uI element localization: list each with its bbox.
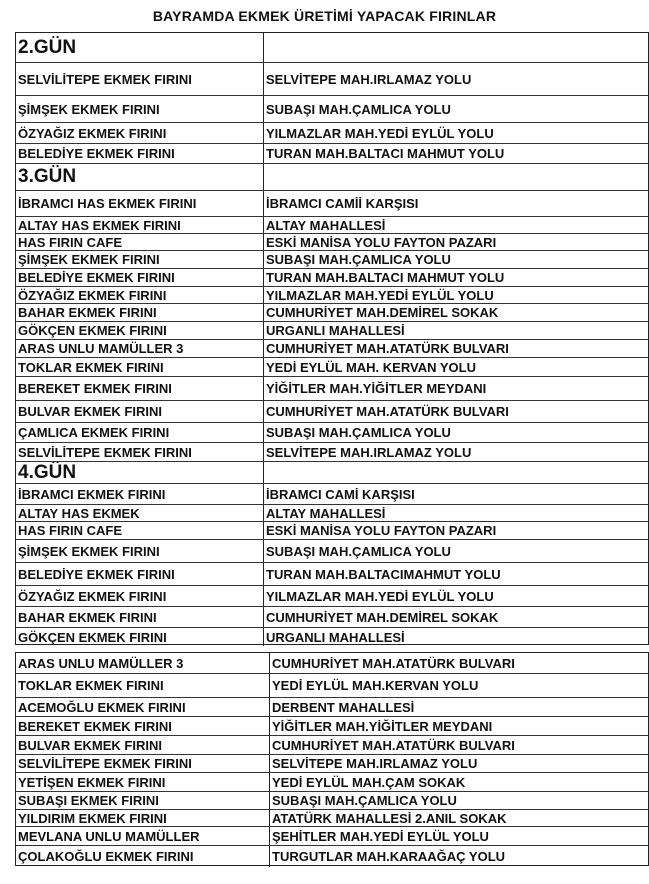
table-row	[16, 792, 648, 810]
bakery-name: TOKLAR EKMEK FIRINI	[18, 678, 164, 693]
bakery-address: CUMHURİYET MAH.ATATÜRK BULVARI	[269, 736, 648, 754]
bakery-address: YİĞİTLER MAH.YİĞİTLER MEYDANI	[269, 717, 648, 735]
bakery-name: ŞİMŞEK EKMEK FIRINI	[18, 101, 160, 117]
table-row	[16, 755, 648, 773]
table-row	[16, 217, 648, 234]
table-row	[16, 827, 648, 846]
bakery-name: BULVAR EKMEK FIRINI	[18, 404, 162, 419]
bakery-address	[263, 33, 648, 62]
table-row	[16, 540, 648, 563]
bakery-name: BAHAR EKMEK FIRINI	[18, 305, 157, 320]
bakery-address: YEDİ EYLÜL MAH.ÇAM SOKAK	[269, 773, 648, 791]
bakery-address: SELVİTEPE MAH.IRLAMAZ YOLU	[263, 63, 648, 95]
table-row	[16, 773, 648, 792]
bakery-address: URGANLI MAHALLESİ	[263, 628, 648, 646]
bakery-name: BELEDİYE EKMEK FIRINI	[18, 146, 175, 161]
bakery-address: TURAN MAH.BALTACI MAHMUT YOLU	[263, 269, 648, 286]
table-row	[16, 563, 648, 586]
bakery-address: SUBAŞI MAH.ÇAMLICA YOLU	[269, 792, 648, 809]
bakery-address: YILMAZLAR MAH.YEDİ EYLÜL YOLU	[263, 586, 648, 606]
bakery-address: ESKİ MANİSA YOLU FAYTON PAZARI	[263, 522, 648, 539]
bakery-address: YILMAZLAR MAH.YEDİ EYLÜL YOLU	[263, 123, 648, 143]
bakery-name: ÖZYAĞIZ EKMEK FIRINI	[18, 588, 167, 604]
bakery-address: CUMHURİYET MAH.ATATÜRK BULVARI	[263, 401, 648, 422]
bakery-name: ŞİMŞEK EKMEK FIRINI	[18, 543, 160, 559]
bakery-name: BELEDİYE EKMEK FIRINI	[18, 270, 175, 285]
table-row	[16, 484, 648, 505]
bakery-address: SUBAŞI MAH.ÇAMLICA YOLU	[263, 423, 648, 442]
bakery-name: SELVİLİTEPE EKMEK FIRINI	[18, 756, 192, 771]
table-row	[16, 63, 648, 96]
bakery-address: TURAN MAH.BALTACI MAHMUT YOLU	[263, 144, 648, 163]
bakery-address: TURGUTLAR MAH.KARAAĞAÇ YOLU	[269, 846, 648, 867]
bakery-address: ŞEHİTLER MAH.YEDİ EYLÜL YOLU	[269, 827, 648, 845]
bakery-name: MEVLANA UNLU MAMÜLLER	[18, 828, 200, 844]
table-row	[16, 96, 648, 123]
table-row	[16, 287, 648, 304]
day-label: 2.GÜN	[18, 36, 77, 58]
bakery-name: İBRAMCI HAS EKMEK FIRINI	[18, 196, 197, 211]
page-title: BAYRAMDA EKMEK ÜRETİMİ YAPACAK FIRINLAR	[152, 8, 497, 24]
bakery-name: YETİŞEN EKMEK FIRINI	[18, 774, 166, 790]
bakery-address: URGANLI MAHALLESİ	[263, 322, 648, 339]
bakery-name: SELVİLİTEPE EKMEK FIRINI	[18, 444, 192, 460]
day-label: 4.GÜN	[18, 462, 77, 483]
day-header-row	[16, 33, 648, 63]
bakery-name: ARAS UNLU MAMÜLLER 3	[18, 655, 184, 671]
bakery-address: İBRAMCI CAMİİ KARŞISI	[263, 191, 648, 216]
table-row	[16, 269, 648, 287]
table-row	[16, 717, 648, 736]
bakery-address: TURAN MAH.BALTACIMAHMUT YOLU	[263, 563, 648, 585]
table-row	[16, 505, 648, 522]
bakery-address: ALTAY MAHALLESİ	[263, 217, 648, 233]
day-header-row	[16, 462, 648, 484]
table-row	[16, 653, 648, 674]
bakery-address: YEDİ EYLÜL MAH.KERVAN YOLU	[269, 674, 648, 697]
bakery-name: BEREKET EKMEK FIRINI	[18, 718, 172, 734]
bakery-name: BELEDİYE EKMEK FIRINI	[18, 566, 175, 582]
bakery-name: GÖKÇEN EKMEK FIRINI	[18, 323, 167, 338]
bakery-address	[263, 164, 648, 190]
bakery-address: YILMAZLAR MAH.YEDİ EYLÜL YOLU	[263, 287, 648, 303]
bakery-address: SUBAŞI MAH.ÇAMLICA YOLU	[263, 540, 648, 562]
table-row	[16, 443, 648, 462]
table-row	[16, 322, 648, 340]
bakery-name: YILDIRIM EKMEK FIRINI	[18, 810, 167, 826]
bakery-address: ESKİ MANİSA YOLU FAYTON PAZARI	[263, 234, 648, 250]
bakery-address: CUMHURİYET MAH.DEMİREL SOKAK	[263, 304, 648, 321]
table-row	[16, 586, 648, 607]
bakery-name: ŞİMŞEK EKMEK FIRINI	[18, 252, 160, 267]
day-label: 3.GÜN	[18, 166, 77, 187]
bakery-address: İBRAMCI CAMİ KARŞISI	[263, 484, 648, 504]
bakery-address: ALTAY MAHALLESİ	[263, 505, 648, 521]
bakery-address: ATATÜRK MAHALLESİ 2.ANIL SOKAK	[269, 810, 648, 826]
table-row	[16, 340, 648, 358]
bakery-address: CUMHURİYET MAH.ATATÜRK BULVARI	[263, 340, 648, 357]
day-header-row	[16, 164, 648, 191]
bakery-name: ÖZYAĞIZ EKMEK FIRINI	[18, 125, 167, 141]
bakery-address: SUBAŞI MAH.ÇAMLICA YOLU	[263, 251, 648, 268]
bakery-address: SUBAŞI MAH.ÇAMLICA YOLU	[263, 96, 648, 122]
table-row	[16, 628, 648, 646]
table-row	[16, 234, 648, 251]
bakery-address: CUMHURİYET MAH.DEMİREL SOKAK	[263, 607, 648, 627]
bakery-name: İBRAMCI EKMEK FIRINI	[18, 486, 166, 502]
bakery-name: BULVAR EKMEK FIRINI	[18, 737, 162, 753]
bakery-name: ARAS UNLU MAMÜLLER 3	[18, 341, 184, 356]
bakery-name: ÇOLAKOĞLU EKMEK FIRINI	[18, 849, 194, 864]
bakery-address: CUMHURİYET MAH.ATATÜRK BULVARI	[269, 653, 648, 673]
bakery-address: DERBENT MAHALLESİ	[269, 698, 648, 716]
table-row	[16, 304, 648, 322]
table-row	[16, 522, 648, 540]
bakery-address: SELVİTEPE MAH.IRLAMAZ YOLU	[263, 443, 648, 461]
table-row	[16, 698, 648, 717]
table-row	[16, 377, 648, 401]
table-row	[16, 358, 648, 377]
bakery-name: SUBAŞI EKMEK FIRINI	[18, 793, 159, 808]
bakery-address: SELVİTEPE MAH.IRLAMAZ YOLU	[269, 755, 648, 772]
bakery-address: YEDİ EYLÜL MAH. KERVAN YOLU	[263, 358, 648, 376]
table-row	[16, 144, 648, 164]
bakery-name: HAS FIRIN CAFE	[18, 523, 122, 538]
table-row	[16, 736, 648, 755]
bakery-name: ALTAY HAS EKMEK FIRINI	[18, 217, 181, 233]
table-row	[16, 251, 648, 269]
table-row	[16, 607, 648, 628]
bakery-name: TOKLAR EKMEK FIRINI	[18, 359, 164, 375]
bakery-address	[263, 462, 648, 483]
bakery-name: BAHAR EKMEK FIRINI	[18, 609, 157, 625]
table-row	[16, 810, 648, 827]
table-row	[16, 123, 648, 144]
bakery-name: BEREKET EKMEK FIRINI	[18, 381, 172, 396]
bakery-name: ÖZYAĞIZ EKMEK FIRINI	[18, 287, 167, 303]
table-row	[16, 401, 648, 423]
bakery-name: SELVİLİTEPE EKMEK FIRINI	[18, 71, 192, 87]
bakery-name: ALTAY HAS EKMEK	[18, 505, 140, 521]
table-block	[15, 652, 649, 866]
bakery-name: GÖKÇEN EKMEK FIRINI	[18, 629, 167, 645]
bakery-address: YİĞİTLER MAH.YİĞİTLER MEYDANI	[263, 377, 648, 400]
table-row	[16, 846, 648, 867]
table-block	[15, 32, 649, 645]
table-row	[16, 674, 648, 698]
bakery-name: HAS FIRIN CAFE	[18, 234, 122, 250]
bakery-name: ÇAMLICA EKMEK FIRINI	[18, 425, 170, 440]
table-row	[16, 423, 648, 443]
bakery-name: ACEMOĞLU EKMEK FIRINI	[18, 699, 186, 715]
table-row	[16, 191, 648, 217]
